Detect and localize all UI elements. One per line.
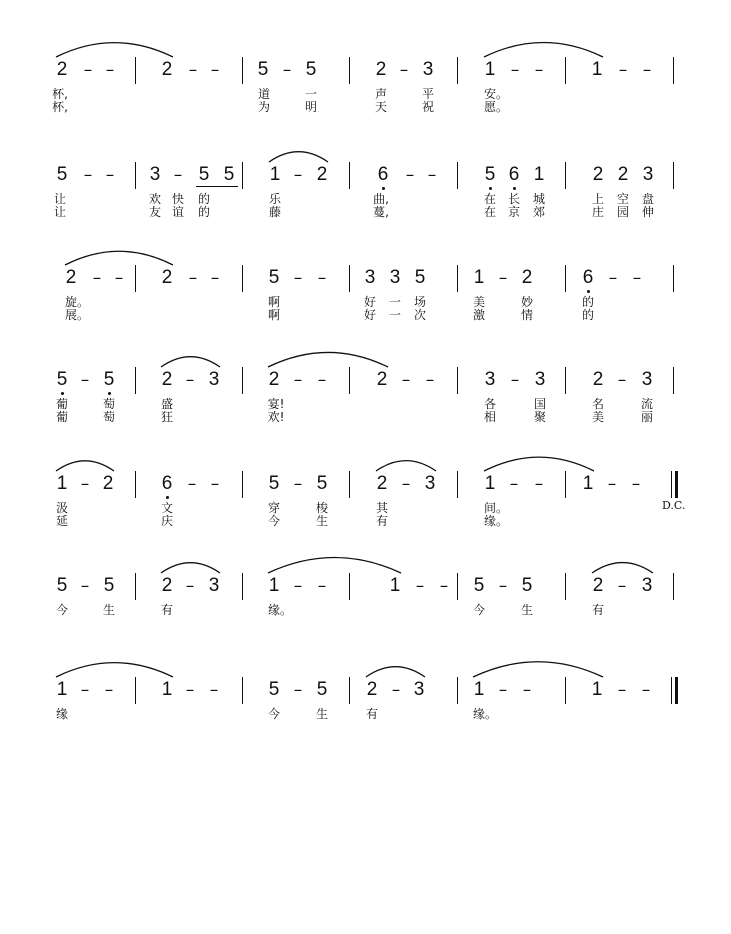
extension-dash: – — [607, 474, 617, 494]
note: 5 — [414, 267, 426, 288]
note: 1 — [473, 267, 485, 288]
lyric-syllable: 汲 — [55, 501, 68, 515]
lyric-syllable: 生 — [315, 707, 328, 721]
extension-dash: – — [173, 165, 183, 185]
note: 5 — [268, 473, 280, 494]
da-capo-mark: D.C. — [662, 499, 686, 512]
extension-dash: – — [80, 576, 90, 596]
note: 1 — [268, 575, 280, 596]
lyric-syllable: 美 — [472, 295, 485, 309]
note: 5 — [484, 164, 496, 185]
note: 2 — [375, 59, 387, 80]
lyric-syllable: 文 — [160, 501, 173, 515]
note: 3 — [413, 679, 425, 700]
note: 5 — [103, 369, 115, 390]
note: 3 — [641, 369, 653, 390]
lyric-syllable: 道 — [257, 87, 270, 101]
lyric-syllable: 相 — [483, 410, 496, 424]
note: 5 — [473, 575, 485, 596]
extension-dash: – — [510, 370, 520, 390]
note: 2 — [366, 679, 378, 700]
tie-arc — [473, 662, 603, 677]
lyric-syllable: 场 — [413, 295, 426, 309]
lyric-syllable: 有 — [375, 514, 388, 528]
note: 1 — [582, 473, 594, 494]
extension-dash: – — [617, 680, 627, 700]
note: 1 — [484, 59, 496, 80]
lyric-syllable: 有 — [160, 603, 173, 617]
extension-dash: – — [80, 680, 90, 700]
lyric-syllable: 今 — [55, 603, 68, 617]
extension-dash: – — [641, 680, 651, 700]
note: 2 — [268, 369, 280, 390]
lyric-syllable: 蔓, — [373, 205, 389, 219]
note: 5 — [56, 575, 68, 596]
tie-arc — [56, 663, 173, 677]
lyric-syllable: 欢 — [148, 192, 161, 206]
lyric-syllable: 缘。 — [484, 514, 509, 528]
extension-dash: – — [399, 60, 409, 80]
extension-dash: – — [498, 268, 508, 288]
lyric-syllable: 啊 — [267, 308, 280, 322]
extension-dash: – — [405, 165, 415, 185]
extension-dash: – — [104, 680, 114, 700]
lyric-syllable: 萄 — [102, 397, 115, 411]
note: 1 — [591, 59, 603, 80]
lyric-syllable: 激 — [472, 308, 485, 322]
lyric-syllable: 的 — [197, 192, 210, 206]
extension-dash: – — [522, 680, 532, 700]
lyric-syllable: 缘。 — [473, 707, 498, 721]
lyric-syllable: 生 — [520, 603, 533, 617]
lyric-syllable: 情 — [520, 308, 533, 322]
lyric-syllable: 生 — [102, 603, 115, 617]
lyric-syllable: 园 — [616, 205, 629, 219]
note: 2 — [521, 267, 533, 288]
note: 1 — [484, 473, 496, 494]
note: 1 — [56, 679, 68, 700]
extension-dash: – — [293, 268, 303, 288]
extension-dash: – — [83, 60, 93, 80]
extension-dash: – — [293, 474, 303, 494]
lyric-syllable: 穿 — [267, 501, 280, 515]
lyric-syllable: 庆 — [160, 514, 173, 528]
lyric-syllable: 友 — [148, 205, 161, 219]
extension-dash: – — [317, 576, 327, 596]
lyric-syllable: 声 — [374, 87, 387, 101]
extension-dash: – — [498, 576, 508, 596]
lyric-syllable: 藤 — [268, 205, 281, 219]
extension-dash: – — [185, 370, 195, 390]
extension-dash: – — [293, 370, 303, 390]
lyric-syllable: 天 — [374, 100, 387, 114]
lyric-syllable: 生 — [315, 514, 328, 528]
note: 3 — [422, 59, 434, 80]
lyric-syllable: 盘 — [641, 192, 654, 206]
lyric-syllable: 的 — [581, 308, 594, 322]
note: 5 — [268, 679, 280, 700]
extension-dash: – — [210, 474, 220, 494]
note: 3 — [641, 575, 653, 596]
lyric-syllable: 的 — [197, 205, 210, 219]
note: 6 — [377, 164, 389, 185]
lyric-syllable: 萄 — [102, 410, 115, 424]
extension-dash: – — [608, 268, 618, 288]
extension-dash: – — [83, 165, 93, 185]
extension-dash: – — [92, 268, 102, 288]
extension-dash: – — [188, 60, 198, 80]
lyric-syllable: 延 — [55, 514, 68, 528]
note: 1 — [269, 164, 281, 185]
note: 5 — [103, 575, 115, 596]
note: 5 — [56, 369, 68, 390]
lyric-syllable: 旋。 — [65, 295, 90, 309]
lyric-syllable: 让 — [53, 192, 66, 206]
lyric-syllable: 其 — [375, 501, 388, 515]
note: 5 — [521, 575, 533, 596]
lyric-syllable: 一 — [388, 295, 401, 309]
lyric-syllable: 庄 — [591, 205, 604, 219]
lyric-syllable: 流 — [640, 397, 653, 411]
lyric-syllable: 一 — [388, 308, 401, 322]
note: 2 — [102, 473, 114, 494]
lyric-syllable: 妙 — [520, 295, 533, 309]
extension-dash: – — [317, 370, 327, 390]
lyric-syllable: 缘。 — [268, 603, 293, 617]
lyric-syllable: 伸 — [641, 205, 654, 219]
extension-dash: – — [282, 60, 292, 80]
note: 5 — [56, 164, 68, 185]
lyric-syllable: 祝 — [421, 100, 434, 114]
lyric-syllable: 盛 — [160, 397, 173, 411]
note: 2 — [376, 369, 388, 390]
extension-dash: – — [210, 60, 220, 80]
extension-dash: – — [534, 60, 544, 80]
extension-dash: – — [105, 165, 115, 185]
lyric-syllable: 一 — [304, 87, 317, 101]
note: 2 — [316, 164, 328, 185]
lyric-syllable: 京 — [507, 205, 520, 219]
lyric-syllable: 郊 — [532, 205, 545, 219]
note: 3 — [484, 369, 496, 390]
lyric-syllable: 在 — [483, 205, 496, 219]
extension-dash: – — [617, 576, 627, 596]
lyric-syllable: 间。 — [484, 501, 509, 515]
note: 2 — [592, 369, 604, 390]
note: 3 — [208, 369, 220, 390]
lyric-syllable: 丽 — [640, 410, 653, 424]
lyric-syllable: 曲, — [373, 192, 389, 206]
note: 2 — [617, 164, 629, 185]
tie-arc — [366, 667, 425, 677]
lyric-syllable: 快 — [171, 192, 184, 206]
extension-dash: – — [187, 474, 197, 494]
lyric-syllable: 葡 — [55, 397, 68, 411]
note: 1 — [161, 679, 173, 700]
lyric-syllable: 啊 — [267, 295, 280, 309]
lyric-syllable: 有 — [591, 603, 604, 617]
extension-dash: – — [439, 576, 449, 596]
extension-dash: – — [210, 268, 220, 288]
lyric-syllable: 愿。 — [484, 100, 509, 114]
note: 2 — [592, 575, 604, 596]
extension-dash: – — [617, 370, 627, 390]
note: 2 — [56, 59, 68, 80]
note: 5 — [305, 59, 317, 80]
extension-dash: – — [80, 474, 90, 494]
lyric-syllable: 在 — [483, 192, 496, 206]
note: 1 — [389, 575, 401, 596]
note: 5 — [223, 164, 235, 185]
lyric-syllable: 安。 — [484, 87, 509, 101]
extension-dash: – — [188, 268, 198, 288]
lyric-syllable: 空 — [616, 192, 629, 206]
note: 3 — [364, 267, 376, 288]
lyric-syllable: 欢! — [267, 410, 285, 424]
lyric-syllable: 今 — [472, 603, 485, 617]
lyric-syllable: 国 — [533, 397, 546, 411]
note: 6 — [508, 164, 520, 185]
lyric-syllable: 各 — [483, 397, 496, 411]
extension-dash: – — [185, 680, 195, 700]
note: 3 — [642, 164, 654, 185]
extension-dash: – — [642, 60, 652, 80]
note: 2 — [161, 267, 173, 288]
note: 3 — [424, 473, 436, 494]
note: 3 — [389, 267, 401, 288]
extension-dash: – — [105, 60, 115, 80]
note: 1 — [533, 164, 545, 185]
lyric-syllable: 好 — [363, 308, 376, 322]
note: 5 — [268, 267, 280, 288]
extension-dash: – — [534, 474, 544, 494]
lyric-syllable: 杯, — [52, 87, 68, 101]
lyric-syllable: 聚 — [533, 410, 546, 424]
extension-dash: – — [498, 680, 508, 700]
lyric-syllable: 缘 — [55, 707, 68, 721]
note: 6 — [161, 473, 173, 494]
extension-dash: – — [293, 576, 303, 596]
extension-dash: – — [293, 680, 303, 700]
lyric-syllable: 今 — [267, 707, 280, 721]
lyric-syllable: 平 — [421, 87, 434, 101]
lyric-syllable: 让 — [53, 205, 66, 219]
lyric-syllable: 的 — [581, 295, 594, 309]
lyric-syllable: 名 — [591, 397, 604, 411]
extension-dash: – — [401, 474, 411, 494]
extension-dash: – — [618, 60, 628, 80]
extension-dash: – — [80, 370, 90, 390]
lyric-syllable: 谊 — [171, 205, 184, 219]
lyric-syllable: 今 — [267, 514, 280, 528]
extension-dash: – — [293, 165, 303, 185]
lyric-syllable: 城 — [532, 192, 545, 206]
extension-dash: – — [425, 370, 435, 390]
lyric-syllable: 次 — [413, 308, 426, 322]
note: 3 — [149, 164, 161, 185]
note: 3 — [208, 575, 220, 596]
extension-dash: – — [391, 680, 401, 700]
note: 1 — [591, 679, 603, 700]
lyric-syllable: 长 — [507, 192, 520, 206]
lyric-syllable: 上 — [591, 192, 604, 206]
lyric-syllable: 明 — [304, 100, 317, 114]
note: 2 — [161, 369, 173, 390]
extension-dash: – — [317, 268, 327, 288]
extension-dash: – — [631, 474, 641, 494]
extension-dash: – — [509, 474, 519, 494]
lyric-syllable: 乐 — [268, 192, 281, 206]
note: 3 — [534, 369, 546, 390]
note: 5 — [198, 164, 210, 185]
lyric-syllable: 美 — [591, 410, 604, 424]
extension-dash: – — [632, 268, 642, 288]
note: 1 — [473, 679, 485, 700]
note: 5 — [257, 59, 269, 80]
extension-dash: – — [209, 680, 219, 700]
note: 2 — [161, 59, 173, 80]
note: 2 — [65, 267, 77, 288]
extension-dash: – — [510, 60, 520, 80]
note: 1 — [56, 473, 68, 494]
lyric-syllable: 葡 — [55, 410, 68, 424]
note: 5 — [316, 473, 328, 494]
note: 2 — [161, 575, 173, 596]
lyric-syllable: 有 — [365, 707, 378, 721]
note: 2 — [376, 473, 388, 494]
lyric-syllable: 杯, — [52, 100, 68, 114]
extension-dash: – — [401, 370, 411, 390]
note: 5 — [316, 679, 328, 700]
lyric-syllable: 好 — [363, 295, 376, 309]
lyric-syllable: 展。 — [65, 308, 90, 322]
extension-dash: – — [114, 268, 124, 288]
extension-dash: – — [427, 165, 437, 185]
lyric-syllable: 梭 — [315, 501, 328, 515]
lyric-syllable: 为 — [257, 100, 270, 114]
lyric-syllable: 狂 — [160, 410, 173, 424]
note: 6 — [582, 267, 594, 288]
extension-dash: – — [185, 576, 195, 596]
extension-dash: – — [415, 576, 425, 596]
note: 2 — [592, 164, 604, 185]
lyric-syllable: 宴! — [267, 397, 285, 411]
